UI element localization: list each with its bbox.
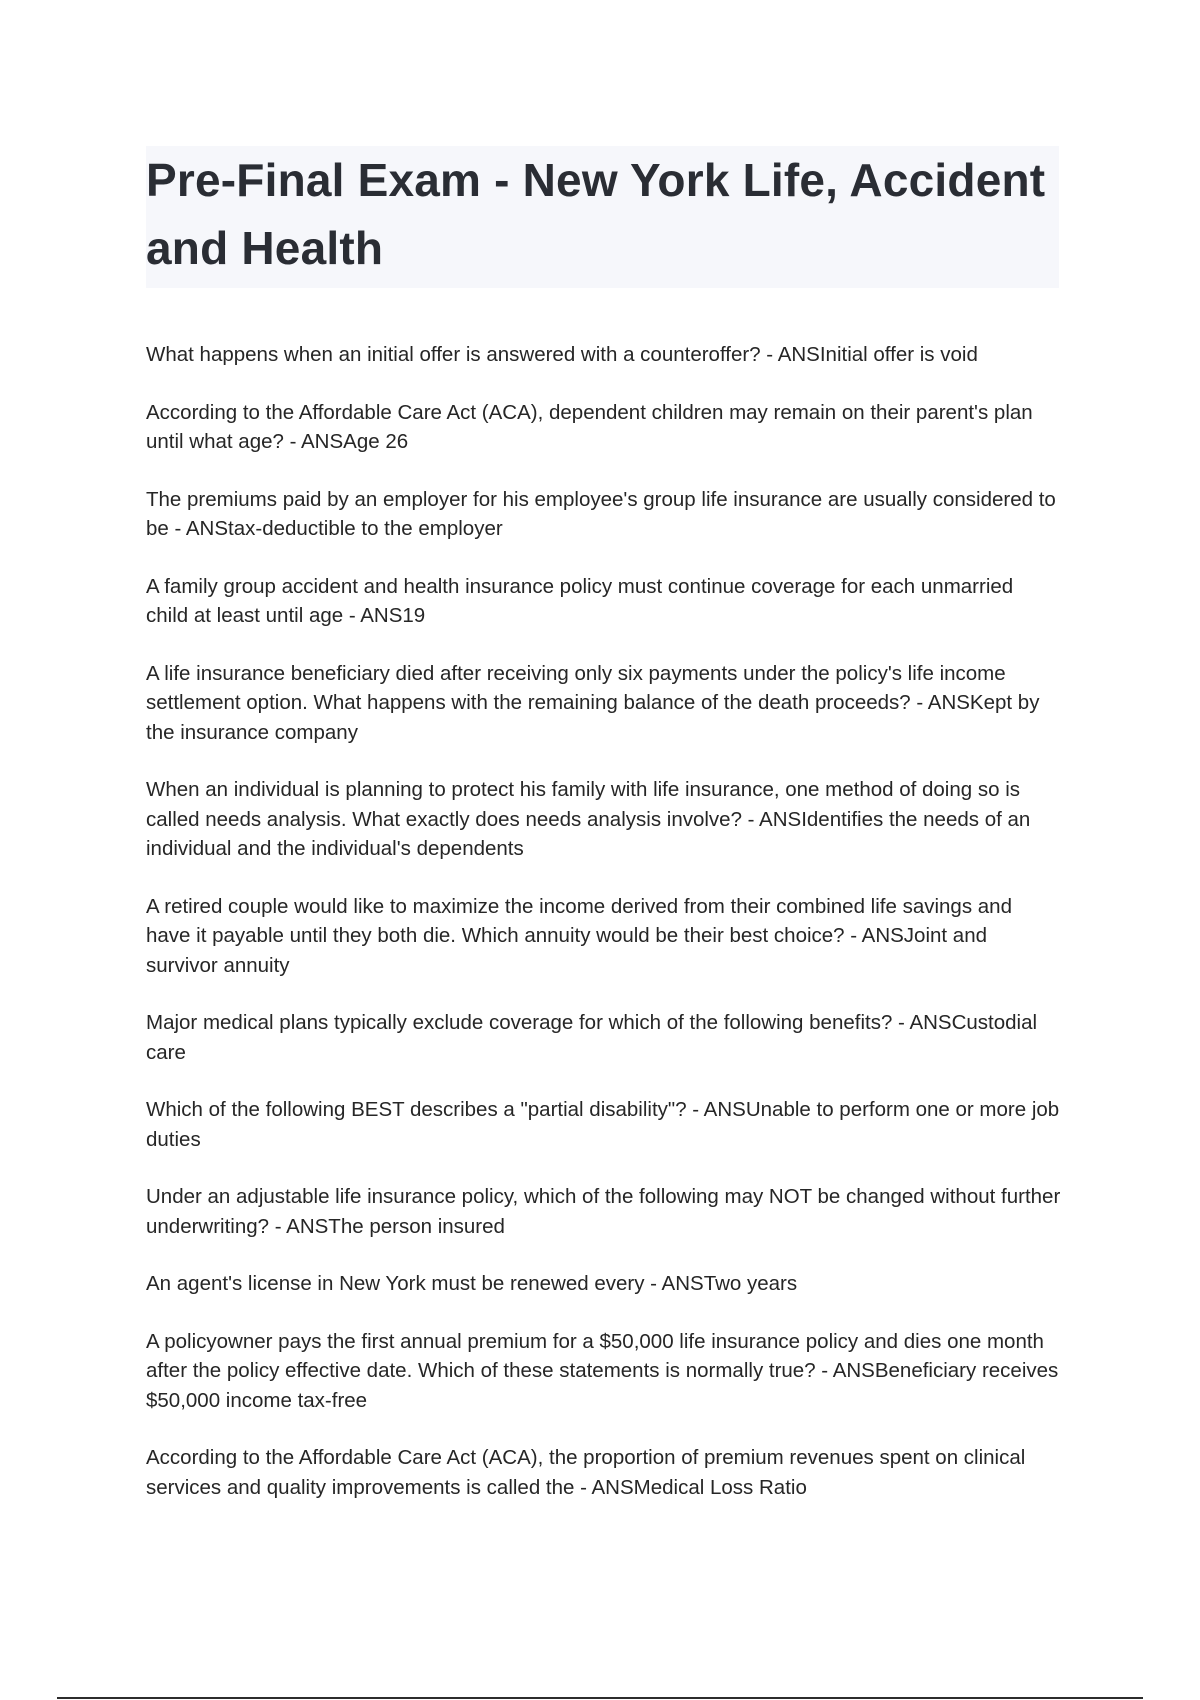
qa-item: What happens when an initial offer is answered with a counteroffer? - ANSInitial offer is void (146, 343, 978, 366)
qa-item: A family group accident and health insurance policy must continue coverage for each unmarried child at least until age - ANS19 (146, 574, 1014, 627)
qa-item: A policyowner pays the first annual premium for a $50,000 life insurance policy and dies one month after the policy effective date. Which of these statements is normally true? - ANSBeneficiary receives $50,000 income tax-free (146, 1329, 1059, 1412)
footer-divider (57, 1697, 1143, 1699)
qa-item: An agent's license in New York must be renewed every - ANSTwo years (146, 1272, 798, 1295)
qa-item: When an individual is planning to protect his family with life insurance, one method of doing so is called needs analysis. What exactly does needs analysis involve? - ANSIdentifies the needs of an individual and the individual's dependents (146, 778, 1031, 860)
qa-item: A retired couple would like to maximize the income derived from their combined life savings and have it payable until they both die. Which annuity would be their best choice? - ANSJoint and survivor annuity (146, 894, 1012, 977)
qa-item: According to the Affordable Care Act (ACA), dependent children may remain on their parent's plan until what age? - ANSAge 26 (146, 400, 1033, 453)
qa-item: The premiums paid by an employer for his employee's group life insurance are usually considered to be - ANStax-deductible to the employer (146, 487, 1056, 540)
qa-item: A life insurance beneficiary died after receiving only six payments under the policy's life income settlement option. What happens with the remaining balance of the death proceeds? - ANSKept by the insurance company (146, 661, 1040, 744)
page-title: Pre-Final Exam - New York Life, Accident and Health (146, 154, 1046, 274)
title-box (146, 146, 1059, 288)
qa-item: Major medical plans typically exclude coverage for which of the following benefits? - ANSCustodial care (146, 1011, 1038, 1064)
qa-list (146, 340, 1061, 1530)
qa-item: Under an adjustable life insurance policy, which of the following may NOT be changed without further underwriting? - ANSThe person insured (146, 1185, 1061, 1238)
qa-item: Which of the following BEST describes a "partial disability"? - ANSUnable to perform one or more job duties (146, 1098, 1060, 1151)
qa-item: According to the Affordable Care Act (ACA), the proportion of premium revenues spent on clinical services and quality improvements is called the - ANSMedical Loss Ratio (146, 1446, 1026, 1499)
